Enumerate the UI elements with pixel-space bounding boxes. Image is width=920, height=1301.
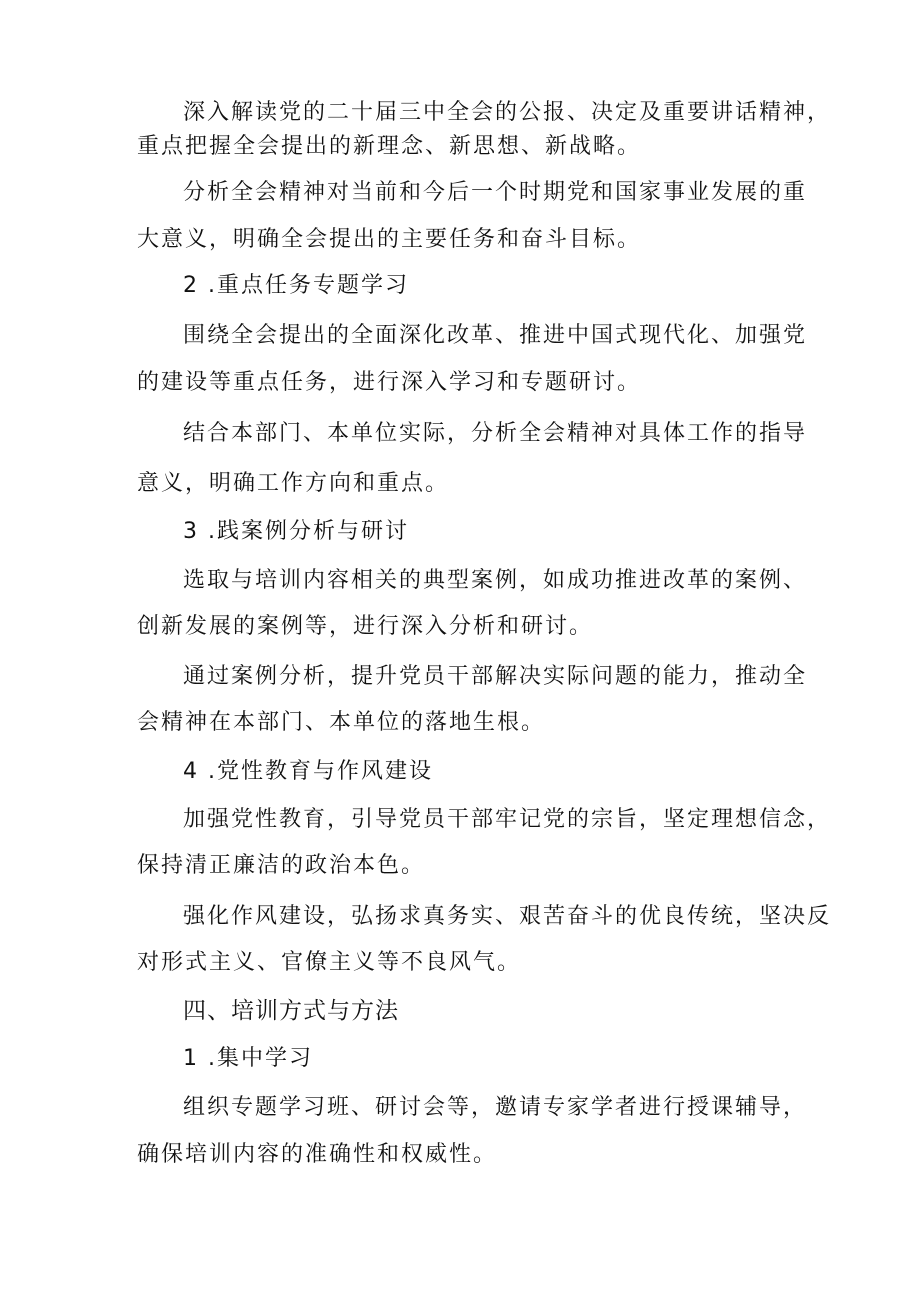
paragraph-line: 意义，明确工作方向和重点。 — [137, 471, 450, 496]
paragraph-line: 通过案例分析，提升党员干部解决实际问题的能力，推动全 — [183, 664, 808, 689]
paragraph-line: 保持清正廉洁的政治本色。 — [137, 853, 426, 878]
paragraph-line: 重点把握全会提出的新理念、新思想、新战略。 — [137, 134, 642, 159]
subsection-heading: 2 .重点任务专题学习 — [183, 273, 409, 298]
paragraph-line: 结合本部门、本单位实际，分析全会精神对具体工作的指导 — [183, 421, 808, 446]
paragraph-line: 围绕全会提出的全面深化改革、推进中国式现代化、加强党 — [183, 323, 808, 348]
paragraph-line: 创新发展的案例等，进行深入分析和研讨。 — [137, 614, 594, 639]
paragraph-line: 会精神在本部门、本单位的落地生根。 — [137, 710, 546, 735]
paragraph-line: 分析全会精神对当前和今后一个时期党和国家事业发展的重 — [183, 180, 808, 205]
paragraph-line: 的建设等重点任务，进行深入学习和专题研讨。 — [137, 370, 642, 395]
subsection-heading: 1 .集中学习 — [183, 1046, 313, 1071]
paragraph-line: 强化作风建设，弘扬求真务实、艰苦奋斗的优良传统，坚决反 — [183, 904, 832, 929]
paragraph-line: 选取与培训内容相关的典型案例，如成功推进改革的案例、 — [183, 568, 808, 593]
paragraph-line: 深入解读党的二十届三中全会的公报、决定及重要讲话精神， — [183, 100, 832, 125]
section-heading: 四、培训方式与方法 — [183, 998, 399, 1024]
paragraph-line: 组织专题学习班、研讨会等，邀请专家学者进行授课辅导， — [183, 1095, 808, 1120]
paragraph-line: 对形式主义、官僚主义等不良风气。 — [137, 950, 522, 975]
subsection-heading: 4 .党性教育与作风建设 — [183, 759, 433, 784]
paragraph-line: 加强党性教育，引导党员干部牢记党的宗旨，坚定理想信念， — [183, 807, 832, 832]
subsection-heading: 3 .践案例分析与研讨 — [183, 519, 409, 544]
paragraph-line: 确保培训内容的准确性和权威性。 — [137, 1142, 498, 1167]
paragraph-line: 大意义，明确全会提出的主要任务和奋斗目标。 — [137, 227, 642, 252]
